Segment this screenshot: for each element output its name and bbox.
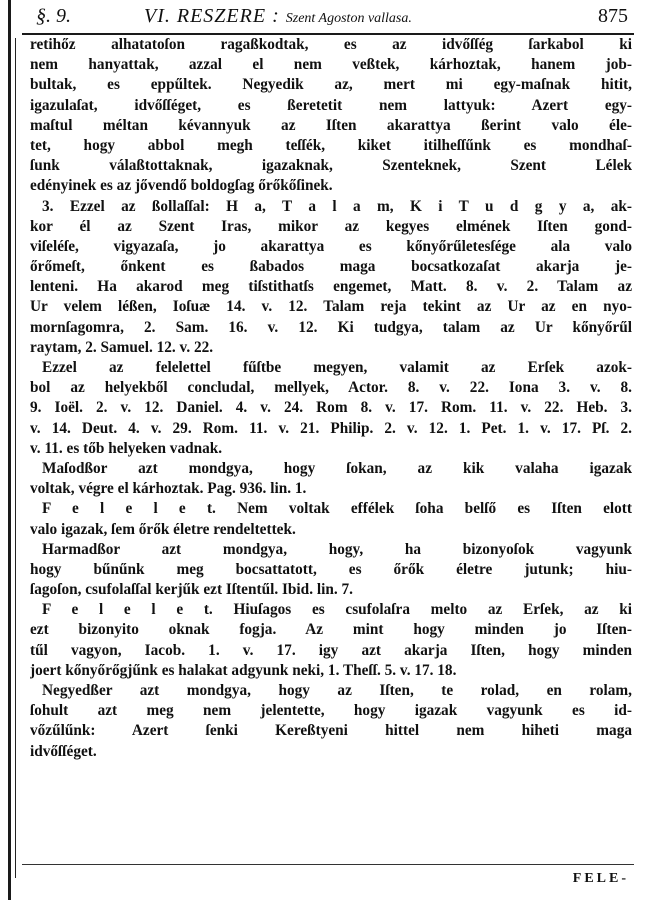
text-line: v. 14. Deut. 4. v. 29. Rom. 11. v. 21. Philip. 2. v. 12. 1. Pet. 1. v. 17. Pſ. 2. bbox=[30, 419, 632, 437]
text-line: valo igazak, ſem őrők életre rendeltettek. bbox=[30, 520, 296, 538]
text-line: mornſagomra, 2. Sam. 16. v. 12. Ki tudgya, talam az Ur kőnyőrűl bbox=[30, 318, 632, 336]
text-line: 9. Ioël. 2. v. 12. Daniel. 4. v. 24. Rom 8. v. 17. Rom. 11. v. 22. Heb. 3. bbox=[30, 399, 632, 417]
text-line: ſagoſon, csufolaſſal kerjűk ezt Iſtentűl. Ibid. lin. 7. bbox=[30, 581, 353, 599]
text-line: edényinek es az jővendő boldogſag őrőkőſinek. bbox=[30, 177, 333, 195]
text-line: Maſodßor azt mondgya, hogy ſokan, az kik valaha igazak bbox=[42, 459, 632, 477]
text-line: ſohult azt meg nem jelentette, hogy igazak vagyunk es id- bbox=[30, 702, 632, 720]
paragraph bbox=[30, 681, 632, 762]
header-title bbox=[144, 2, 412, 33]
text-line: retihőz alhatatoſon ragaßkodtak, es az idvőſſég ſarkabol ki bbox=[30, 36, 632, 53]
text-line: Ur velem léßen, Ioſuæ 14. v. 12. Talam reja tekint az Ur az en nyo- bbox=[30, 298, 632, 316]
text-line: lenteni. Ha akarod meg tiſstithatſs engemet, Matt. 8. v. 2. Talam az bbox=[30, 278, 632, 296]
text-line: nem hanyattak, azzal el nem veßtek, kárhoztak, hanem job- bbox=[30, 56, 632, 74]
paragraph bbox=[30, 35, 632, 197]
text-line: vőzűlűnk: Azert ſenki Kereßtyeni hittel nem hiheti maga bbox=[30, 722, 632, 740]
text-line: 3. Ezzel az ßollaſſal: H a, T a l a m, K i T u d g y a, ak- bbox=[42, 197, 632, 215]
text-line: őrőmeſt, őnkent es ßabados maga bocsatkozaſat akarja je- bbox=[30, 258, 632, 276]
margin-rule bbox=[15, 38, 16, 878]
running-header bbox=[26, 2, 636, 30]
text-line: bultak, es eppűltek. Negyedik az, mert mi egy-maſnak hitit, bbox=[30, 76, 632, 94]
text-line: Negyedßer azt mondgya, hogy az Iſten, te rolad, en rolam, bbox=[42, 682, 632, 699]
text-line: kor él az Szent Iras, mikor az kegyes elmének Iſten gond- bbox=[30, 217, 632, 235]
section-number: §. 9. bbox=[36, 5, 71, 27]
text-line: F e l e l e t. Hiuſagos es csufolaſra melto az Erſek, az ki bbox=[42, 601, 632, 619]
text-line: ezt bizonyito oknak fogja. Az mint hogy minden jo Iſten- bbox=[30, 621, 632, 639]
text-line: hogy bűnűnk meg bocsattatott, es őrők életre jutunk; hiu- bbox=[30, 560, 632, 578]
header-subtitle: Szent Agoston vallasa. bbox=[285, 11, 412, 26]
text-line: ſunk válaßtottaknak, igazaknak, Szenteknek, Szent Lélek bbox=[30, 157, 632, 175]
text-line: F e l e l e t. Nem voltak effélek ſoha belſő es Iſten elott bbox=[42, 500, 632, 518]
paragraph bbox=[30, 358, 632, 459]
text-line: idvőſſéget. bbox=[30, 742, 97, 760]
text-line: maſtul méltan kévannyuk az Iſten akarattya ßerint valo éle- bbox=[30, 116, 632, 134]
text-line: joert kőnyőrőgjűnk es halakat adgyunk neki, 1. Theſſ. 5. v. 17. 18. bbox=[30, 661, 457, 679]
text-line: raytam, 2. Samuel. 12. v. 22. bbox=[30, 338, 214, 356]
body-text bbox=[30, 35, 632, 762]
paragraph bbox=[30, 540, 632, 601]
page-edge-rule bbox=[8, 0, 11, 900]
paragraph bbox=[30, 600, 632, 681]
catchword: FELE- bbox=[572, 871, 629, 886]
paragraph bbox=[30, 197, 632, 359]
text-line: v. 11. es tőb helyeken vadnak. bbox=[30, 439, 223, 457]
paragraph bbox=[30, 499, 632, 539]
paragraph bbox=[30, 459, 632, 499]
text-line: voltak, végre el kárhoztak. Pag. 936. lin. 1. bbox=[30, 480, 307, 498]
header-title-main: VI. RESZERE : bbox=[144, 5, 280, 27]
bottom-rule bbox=[22, 864, 634, 865]
page-number: 875 bbox=[598, 5, 628, 27]
text-line: tet, hogy abbol megh teſſék, kiket itilheſſűnk es mondhaſ- bbox=[30, 136, 632, 154]
text-line: tűl vagyon, Iacob. 1. v. 17. igy azt akarja Iſten, hogy minden bbox=[30, 641, 632, 659]
text-line: viſeléſe, vigyazaſa, jo akarattya es kőnyőrűletesſége ala valo bbox=[30, 237, 632, 255]
text-line: Harmadßor azt mondgya, hogy, ha bizonyoſok vagyunk bbox=[42, 540, 632, 558]
text-line: igazulaſat, idvőſſéget, es ßeretetit nem lattyuk: Azert egy- bbox=[30, 96, 632, 114]
text-line: Ezzel az felelettel fűſtbe megyen, valamit az Erſek azok- bbox=[42, 359, 632, 376]
text-line: bol az helyekből concludal, mellyek, Actor. 8. v. 22. Iona 3. v. 8. bbox=[30, 379, 632, 397]
